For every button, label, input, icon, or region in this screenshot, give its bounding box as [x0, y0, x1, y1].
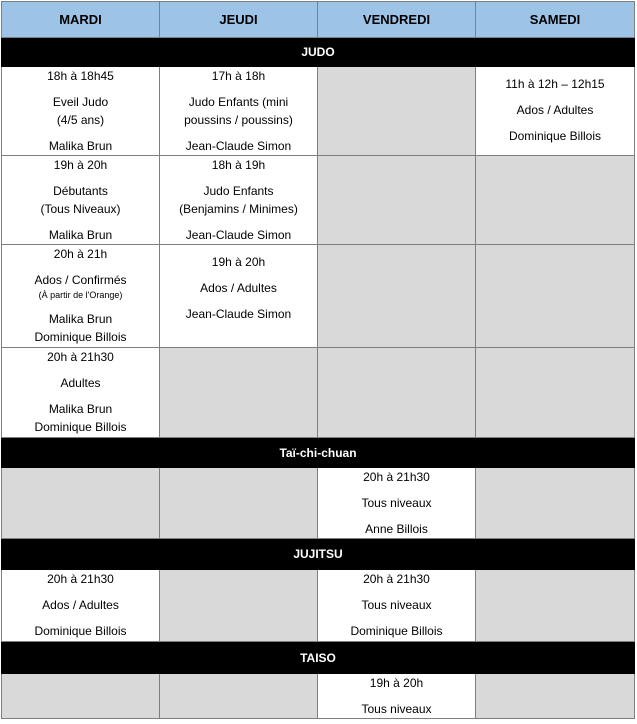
class-line: Dominique Billois [34, 420, 127, 434]
empty-slot-jeudi [160, 348, 318, 438]
header-row [2, 2, 635, 38]
line-gap [4, 588, 157, 596]
class-row [2, 156, 635, 245]
section-title: JUDO [2, 38, 635, 67]
line-gap [162, 129, 315, 137]
class-slot-mardi [2, 570, 160, 642]
empty-slot-samedi [476, 570, 635, 642]
line-gap [162, 297, 315, 305]
schedule-table [1, 1, 635, 719]
class-slot-vendredi [318, 674, 476, 719]
empty-slot-jeudi [160, 674, 318, 719]
class-line: Dominique Billois [350, 624, 443, 638]
empty-slot-jeudi [160, 468, 318, 539]
line-gap [478, 119, 632, 127]
class-line: Eveil Judo [52, 95, 109, 109]
class-line: Tous niveaux [361, 702, 432, 716]
class-line: Ados / Adultes [516, 103, 594, 117]
class-slot-mardi [2, 156, 160, 245]
class-line: 20h à 21h30 [363, 572, 430, 586]
class-line: Malika Brun [48, 139, 113, 153]
empty-slot-jeudi [160, 570, 318, 642]
class-slot-mardi [2, 67, 160, 156]
section-title: JUJITSU [2, 539, 635, 570]
line-gap [320, 486, 473, 494]
class-line: (À partir de l'Orange) [38, 290, 123, 300]
class-slot-jeudi [160, 156, 318, 245]
line-gap [320, 588, 473, 596]
class-line: 19h à 20h [211, 255, 266, 269]
line-gap [4, 614, 157, 622]
header-jeudi: JEUDI [160, 2, 318, 38]
class-row [2, 570, 635, 642]
empty-slot-vendredi [318, 245, 476, 348]
section-title: TAISO [2, 642, 635, 674]
line-gap [4, 85, 157, 93]
class-line: Dominique Billois [34, 330, 127, 344]
line-gap [320, 512, 473, 520]
empty-slot-samedi [476, 348, 635, 438]
class-row [2, 674, 635, 719]
class-slot-mardi [2, 348, 160, 438]
class-row [2, 67, 635, 156]
class-line: 11h à 12h – 12h15 [505, 77, 605, 91]
class-line: Jean-Claude Simon [185, 307, 292, 321]
class-line: 20h à 21h30 [363, 470, 430, 484]
line-gap [320, 692, 473, 700]
class-line: 18h à 19h [211, 158, 266, 172]
line-gap [478, 93, 632, 101]
empty-slot-vendredi [318, 67, 476, 156]
class-line: Malika Brun [48, 402, 113, 416]
line-gap [162, 271, 315, 279]
class-slot-samedi [476, 67, 635, 156]
header-vendredi: VENDREDI [318, 2, 476, 38]
header-mardi: MARDI [2, 2, 160, 38]
line-gap [162, 85, 315, 93]
class-line: 17h à 18h [211, 69, 266, 83]
line-gap [162, 245, 315, 253]
empty-slot-mardi [2, 468, 160, 539]
class-line: Débutants [53, 184, 108, 198]
class-line: Ados / Adultes [42, 598, 119, 612]
empty-slot-samedi [476, 674, 635, 719]
class-line: Jean-Claude Simon [185, 139, 292, 153]
class-slot-vendredi [318, 570, 476, 642]
line-gap [4, 302, 157, 310]
line-gap [4, 366, 157, 374]
class-line: Judo Enfants [203, 184, 274, 198]
empty-slot-mardi [2, 674, 160, 719]
class-row [2, 348, 635, 438]
class-slot-vendredi [318, 468, 476, 539]
class-slot-jeudi [160, 67, 318, 156]
class-line: Jean-Claude Simon [185, 228, 292, 242]
empty-slot-samedi [476, 468, 635, 539]
class-line: Judo Enfants (mini [188, 95, 289, 109]
line-gap [4, 263, 157, 271]
header-samedi: SAMEDI [476, 2, 635, 38]
class-line: 18h à 18h45 [47, 69, 114, 83]
line-gap [320, 614, 473, 622]
class-line: Dominique Billois [34, 624, 127, 638]
class-line: 19h à 20h [369, 676, 424, 690]
class-line: Malika Brun [48, 228, 113, 242]
class-line: Ados / Adultes [200, 281, 277, 295]
class-line: poussins / poussins) [184, 113, 293, 127]
class-line: Anne Billois [365, 522, 428, 536]
class-line: (Tous Niveaux) [40, 202, 121, 216]
empty-slot-samedi [476, 156, 635, 245]
line-gap [4, 129, 157, 137]
class-line: (4/5 ans) [56, 113, 105, 127]
class-line: (Benjamins / Minimes) [179, 202, 298, 216]
line-gap [162, 174, 315, 182]
class-row [2, 245, 635, 348]
class-line: Tous niveaux [361, 598, 432, 612]
section-row [2, 539, 635, 570]
class-line: 20h à 21h [53, 247, 108, 261]
class-line: Tous niveaux [361, 496, 432, 510]
section-row [2, 38, 635, 67]
section-row [2, 438, 635, 468]
class-line: 20h à 21h30 [47, 350, 114, 364]
line-gap [162, 218, 315, 226]
line-gap [4, 218, 157, 226]
line-gap [4, 392, 157, 400]
section-row [2, 642, 635, 674]
class-line: Dominique Billois [508, 129, 602, 143]
section-title: Taï-chi-chuan [2, 438, 635, 468]
class-line: Ados / Confirmés [34, 273, 127, 287]
class-line: Adultes [60, 376, 101, 390]
class-line: 19h à 20h [53, 158, 108, 172]
class-slot-mardi [2, 245, 160, 348]
class-slot-jeudi [160, 245, 318, 348]
empty-slot-vendredi [318, 156, 476, 245]
schedule-body [2, 38, 635, 719]
line-gap [478, 67, 632, 75]
class-line: Malika Brun [48, 312, 113, 326]
line-gap [4, 174, 157, 182]
class-row [2, 468, 635, 539]
empty-slot-samedi [476, 245, 635, 348]
class-line: 20h à 21h30 [47, 572, 114, 586]
empty-slot-vendredi [318, 348, 476, 438]
